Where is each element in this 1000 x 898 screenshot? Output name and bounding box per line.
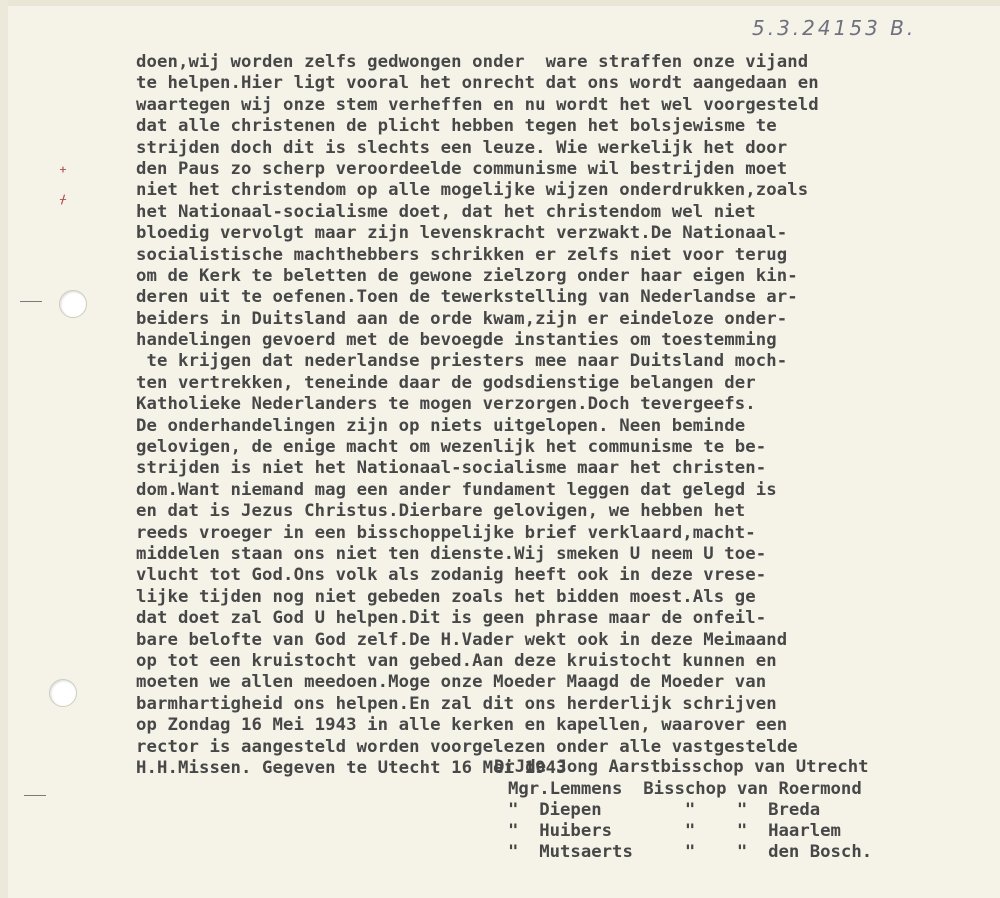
text-line: H.H.Missen. Gegeven te Utecht 16 Mei 1943	[136, 757, 567, 778]
text-line: dat alle christenen de plicht hebben tegen het bolsjewisme te	[136, 116, 777, 137]
text-line: dat doet zal God U helpen.Dit is geen phrase maar de onfeil-	[136, 608, 767, 629]
text-line: De onderhandelingen zijn op niets uitgelopen. Neen beminde	[136, 415, 746, 436]
text-line: moeten we allen meedoen.Moge onze Moeder Maagd de Moeder van	[136, 672, 767, 693]
margin-ink-mark: ᚋ	[60, 192, 66, 206]
text-line: den Paus zo scherp veroordeelde communisme wil bestrijden moet	[136, 158, 788, 179]
signatory-line: " Diepen " " Breda	[508, 800, 821, 820]
text-line: bloedig vervolgt maar zijn levenskracht verzwakt.De Nationaal-	[136, 223, 788, 244]
signatory-line: " Huibers " " Haarlem	[508, 821, 841, 841]
signatory-line: Mgr.Lemmens Bisschop van Roermond	[508, 779, 862, 799]
text-line: deren uit te oefenen.Toen de tewerkstelling van Nederlandse ar-	[136, 287, 798, 308]
text-line: niet het christendom op alle mogelijke wijzen onderdrukken,zoals	[136, 180, 809, 201]
text-line: socialistische machthebbers schrikken er zelfs niet voor terug	[136, 244, 788, 265]
text-line: te krijgen dat nederlandse priesters mee naar Duitsland moch-	[136, 351, 788, 372]
punch-hole-upper	[59, 290, 87, 318]
signatory-line: DrJde Jong Aarstbisschop van Utrecht	[494, 757, 869, 777]
text-line: doen,wij worden zelfs gedwongen onder ware straffen onze vijand	[136, 52, 809, 72]
text-line: het Nationaal-socialisme doet, dat het christendom wel niet	[136, 201, 756, 222]
text-line: bare belofte van God zelf.De H.Vader wekt ook in deze Meimaand	[136, 629, 788, 650]
text-line: handelingen gevoerd met de bevoegde instanties om toestemming	[136, 330, 777, 351]
text-line: strijden is niet het Nationaal-socialisme maar het christen-	[136, 458, 767, 479]
text-line: op Zondag 16 Mei 1943 in alle kerken en kapellen, waarover een	[136, 715, 788, 736]
paper-left-edge	[0, 0, 8, 898]
punch-hole-lower	[49, 679, 77, 707]
letter-body	[136, 52, 956, 779]
text-line: lijke tijden nog niet gebeden zoals het bidden moest.Als ge	[136, 586, 756, 607]
text-line: middelen staan ons niet ten dienste.Wij smeken U neem U toe-	[136, 543, 767, 564]
margin-ink-mark: ᚐ	[60, 162, 66, 176]
margin-tick-lower	[24, 795, 46, 796]
text-line: vlucht tot God.Ons volk als zodanig heeft ook in deze vrese-	[136, 565, 767, 586]
text-line: barmhartigheid ons helpen.En zal dit ons herderlijk schrijven	[136, 693, 777, 714]
text-line: ten vertrekken, teneinde daar de godsdienstige belangen der	[136, 372, 756, 393]
text-line: te helpen.Hier ligt vooral het onrecht dat ons wordt aangedaan en	[136, 73, 819, 94]
text-line: en dat is Jezus Christus.Dierbare gelovigen, we hebben het	[136, 501, 746, 522]
text-line: beiders in Duitsland aan de orde kwam,zijn er eindeloze onder-	[136, 308, 788, 329]
text-line: gelovigen, de enige macht om wezenlijk het communisme te be-	[136, 437, 767, 458]
text-line: reeds vroeger in een bisschoppelijke brief verklaard,macht-	[136, 522, 756, 543]
signatory-line: " Mutsaerts " " den Bosch.	[508, 842, 873, 862]
text-line: om de Kerk te beletten de gewone zielzorg onder haar eigen kin-	[136, 265, 798, 286]
text-line: op tot een kruistocht van gebed.Aan deze kruistocht kunnen en	[136, 650, 777, 671]
margin-tick-upper	[20, 301, 42, 302]
text-line: strijden doch dit is slechts een leuze. Wie werkelijk het door	[136, 137, 788, 158]
text-line: Katholieke Nederlanders te mogen verzorgen.Doch tevergeefs.	[136, 394, 756, 415]
archive-number: 5.3.24153 B.	[752, 16, 917, 40]
text-line: rector is aangesteld worden voorgelezen onder alle vastgestelde	[136, 736, 798, 757]
text-line: waartegen wij onze stem verheffen en nu wordt het wel voorgesteld	[136, 94, 819, 115]
text-line: dom.Want niemand mag een ander fundament leggen dat gelegd is	[136, 479, 777, 500]
paper-top-edge	[0, 0, 1000, 6]
